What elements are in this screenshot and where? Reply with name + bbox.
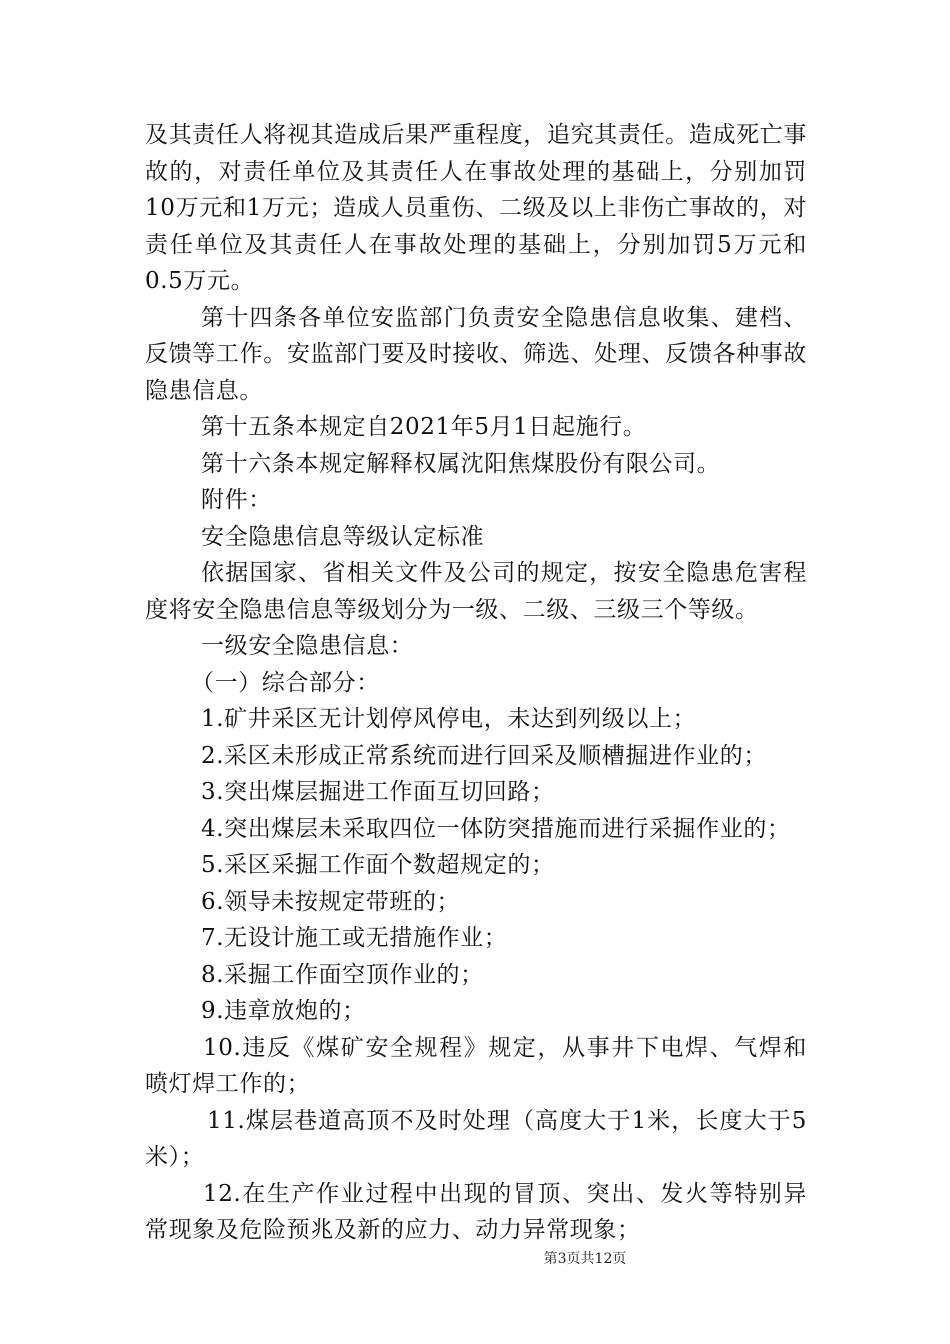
paragraph-attachment-label: 附件：: [201, 487, 272, 513]
paragraph-basis: 依据国家、省相关文件及公司的规定，按安全隐患危害程度将安全隐患信息等级划分为一级、二级、三级三个等级。: [145, 560, 807, 623]
list-item: 5.采区采掘工作面个数超规定的；: [201, 852, 555, 878]
list-item: 8.采掘工作面空顶作业的；: [201, 961, 484, 988]
list-item: 1.矿井采区无计划停风停电，未达到列级以上；: [201, 706, 697, 732]
list-item: 12.在生产作业过程中出现的冒顶、突出、发火等特别异常现象及危险预兆及新的应力、动力异常现象；: [145, 1180, 807, 1243]
list-item: 3.突出煤层掘进工作面互切回路；: [201, 779, 555, 805]
paragraph-article-15: 第十五条本规定自2021年5月1日起施行。: [201, 414, 647, 440]
list-item: 7.无设计施工或无措施作业；: [201, 925, 508, 951]
paragraph-article-16: 第十六条本规定解释权属沈阳焦煤股份有限公司。: [201, 450, 721, 477]
paragraph-article-14: 第十四条各单位安监部门负责安全隐患信息收集、建档、反馈等工作。安监部门要及时接收、筛选、处理、反馈各种事故隐患信息。: [145, 304, 807, 404]
list-item: 10.违反《煤矿安全规程》规定，从事井下电焊、气焊和喷灯焊工作的；: [145, 1034, 807, 1097]
paragraph-penalty: 及其责任人将视其造成后果严重程度，追究其责任。造成死亡事故的，对责任单位及其责任人在事故处理的基础上，分别加罚10万元和1万元；造成人员重伤、二级及以上非伤亡事故的，对责任单位及其责任人在事故处理的基础上，分别加罚5万元和0.5万元。: [145, 122, 807, 294]
paragraph-attachment-title: 安全隐患信息等级认定标准: [201, 523, 485, 550]
list-item: 2.采区未形成正常系统而进行回采及顺槽掘进作业的；: [201, 742, 767, 769]
list-item: 4.突出煤层未采取四位一体防突措施而进行采掘作业的；: [201, 815, 791, 842]
paragraph-section-general: （一）综合部分：: [191, 669, 380, 696]
document-body: [145, 117, 807, 1249]
page-number-footer: 第3页共12页: [543, 1251, 627, 1267]
list-item: 11.煤层巷道高顶不及时处理（高度大于1米，长度大于5米）；: [145, 1107, 807, 1170]
list-item: 9.违章放炮的；: [201, 998, 366, 1024]
list-item: 6.领导未按规定带班的；: [201, 888, 461, 915]
paragraph-level-1-heading: 一级安全隐患信息：: [201, 633, 414, 659]
